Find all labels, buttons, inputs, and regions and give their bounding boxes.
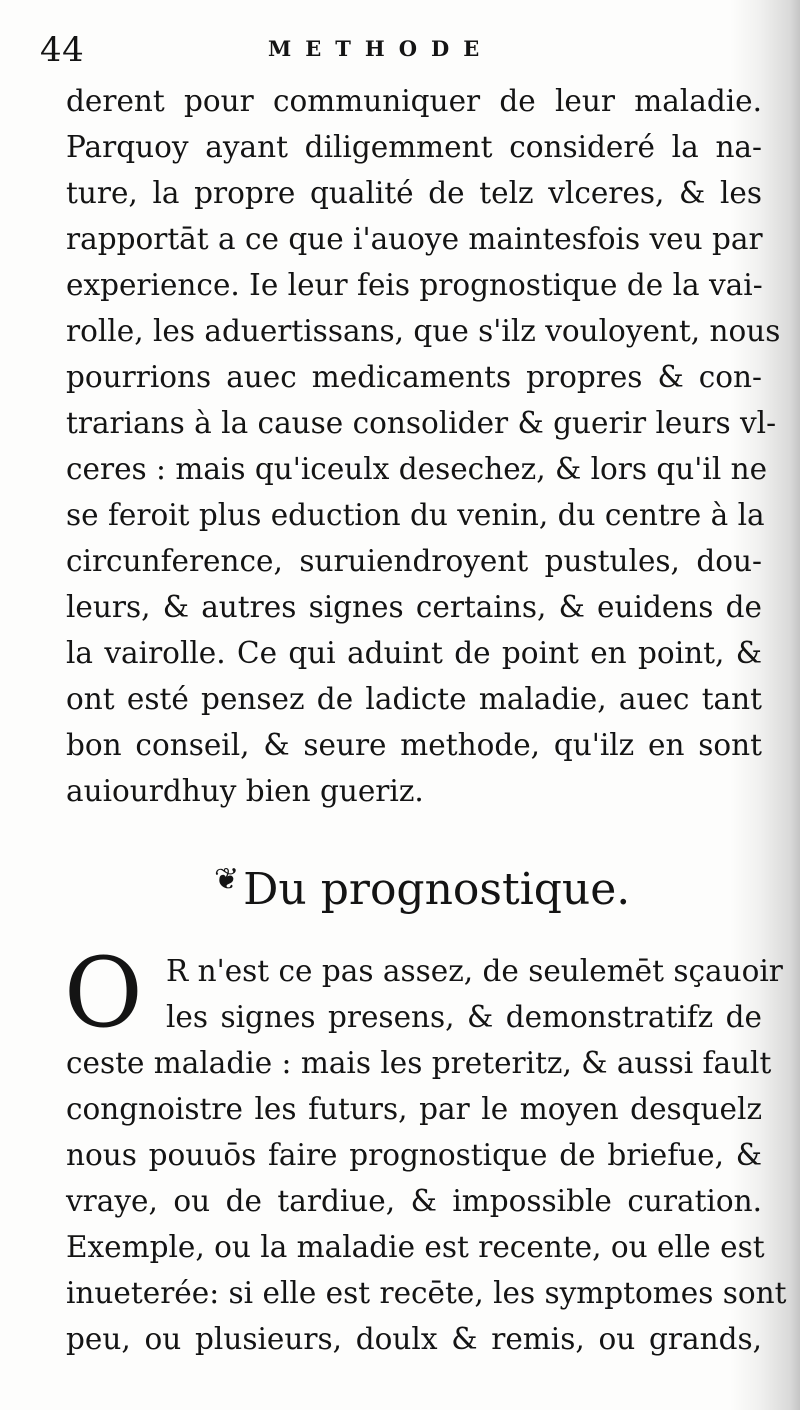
text-line: peu, ou plusieurs, doulx & remis, ou grands,: [66, 1322, 762, 1356]
fleuron-icon: ❦: [214, 862, 240, 897]
section-heading-wrap: [214, 862, 630, 918]
text-line: trarians à la cause consolider & guerir leurs vl-: [66, 406, 777, 440]
page-header: [40, 30, 740, 70]
text-line: se feroit plus eduction du venin, du centre à la: [66, 498, 765, 532]
text-line: Parquoy ayant diligemment consideré la na-: [66, 130, 762, 164]
text-line: ceste maladie : mais les preteritz, & aussi fault: [66, 1046, 772, 1080]
text-line: inueterée: si elle est recēte, les symptomes sont: [66, 1276, 787, 1310]
page-number: 44: [40, 30, 85, 70]
text-line: circunference, suruiendroyent pustules, dou-: [66, 544, 762, 578]
text-line: rapportāt a ce que i'auoye maintesfois veu par: [66, 222, 763, 256]
text-line: bon conseil, & seure methode, qu'ilz en sont: [66, 728, 762, 762]
text-line: ont esté pensez de ladicte maladie, auec tant: [66, 682, 762, 716]
text-line: rolle, les aduertissans, que s'ilz vouloyent, nous: [66, 314, 781, 348]
text-line: la vairolle. Ce qui aduint de point en point, &: [66, 636, 762, 670]
drop-cap: O: [64, 937, 143, 1049]
text-line: congnoistre les futurs, par le moyen desquelz: [66, 1092, 762, 1126]
text-line: derent pour communiquer de leur maladie.: [66, 84, 762, 118]
text-line: vraye, ou de tardiue, & impossible curation.: [66, 1184, 762, 1218]
text-line: leurs, & autres signes certains, & euidens de: [66, 590, 762, 624]
text-line: les signes presens, & demonstratifz de: [166, 1000, 762, 1034]
text-line: ceres : mais qu'iceulx desechez, & lors qu'il ne: [66, 452, 768, 486]
text-line: experience. Ie leur feis prognostique de la vai-: [66, 268, 763, 302]
text-line: R n'est ce pas assez, de seulemēt sçauoir: [166, 954, 783, 988]
text-line: pourrions auec medicaments propres & con-: [66, 360, 762, 394]
text-line: auiourdhuy bien gueriz.: [66, 774, 424, 808]
text-line: nous pouuōs faire prognostique de briefue, &: [66, 1138, 762, 1172]
running-title: METHODE: [268, 36, 494, 61]
section-heading: Du prognostique.: [243, 864, 631, 915]
text-line: Exemple, ou la maladie est recente, ou elle est: [66, 1230, 765, 1264]
text-line: ture, la propre qualité de telz vlceres, & les: [66, 176, 762, 210]
